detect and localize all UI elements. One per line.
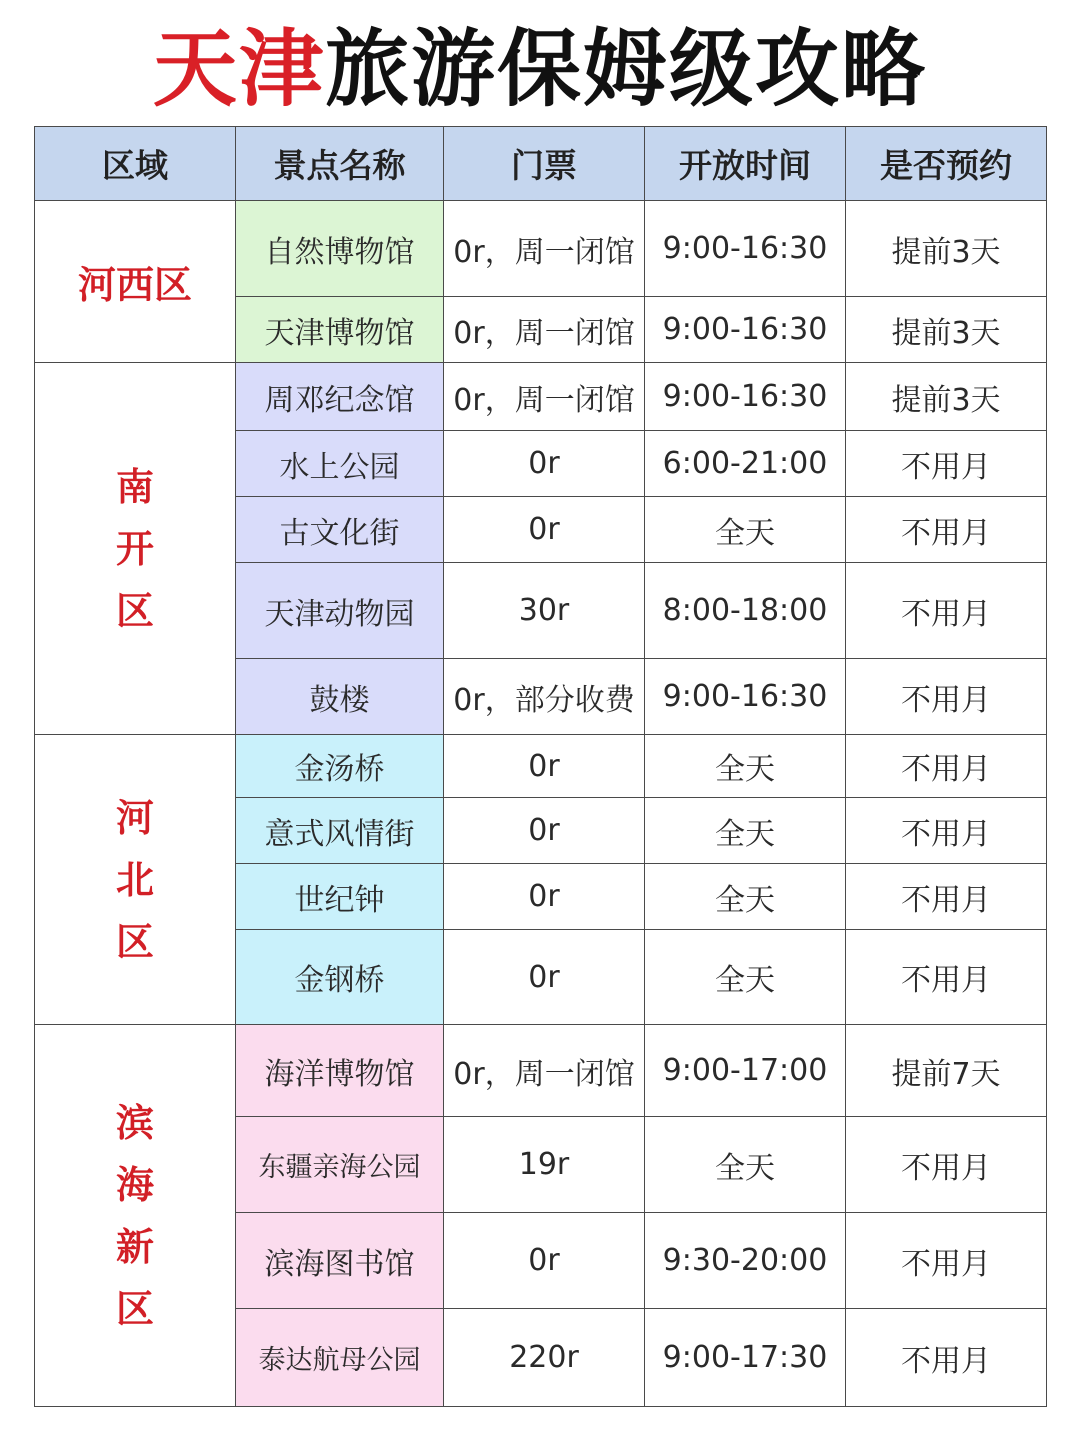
ticket-cell: 0r [444, 735, 645, 798]
booking-cell: 不用月 [846, 563, 1047, 659]
hours-cell: 9:00-16:30 [645, 297, 846, 363]
title-black-part: 旅游保姆级攻略 [325, 20, 928, 118]
booking-cell: 不用月 [846, 431, 1047, 497]
attraction-name: 意式风情街 [236, 798, 444, 864]
ticket-cell: 0r [444, 930, 645, 1025]
table-row [35, 735, 1047, 798]
header-attraction-name: 景点名称 [236, 127, 444, 201]
ticket-cell: 0r [444, 1213, 645, 1309]
attraction-name: 自然博物馆 [236, 201, 444, 297]
ticket-cell: 220r [444, 1309, 645, 1407]
ticket-cell: 0r [444, 798, 645, 864]
booking-cell: 提前3天 [846, 297, 1047, 363]
ticket-cell: 0r，周一闭馆 [444, 297, 645, 363]
hours-cell: 9:30-20:00 [645, 1213, 846, 1309]
hours-cell: 8:00-18:00 [645, 563, 846, 659]
table-header-row [35, 127, 1047, 201]
attractions-table [34, 126, 1047, 1407]
region-char: 新 [115, 1224, 154, 1269]
hours-cell: 全天 [645, 497, 846, 563]
attraction-name: 周邓纪念馆 [236, 363, 444, 431]
booking-cell: 不用月 [846, 735, 1047, 798]
region-char: 河 [115, 795, 154, 840]
ticket-cell: 0r，周一闭馆 [444, 363, 645, 431]
attraction-name: 天津博物馆 [236, 297, 444, 363]
page-title [0, 14, 1080, 124]
attraction-name: 泰达航母公园 [236, 1309, 444, 1407]
attraction-name: 世纪钟 [236, 864, 444, 930]
header-reservation: 是否预约 [846, 127, 1047, 201]
attraction-name: 滨海图书馆 [236, 1213, 444, 1309]
attraction-name: 鼓楼 [236, 659, 444, 735]
booking-cell: 提前7天 [846, 1025, 1047, 1117]
hours-cell: 全天 [645, 735, 846, 798]
hours-cell: 全天 [645, 864, 846, 930]
attraction-name: 东疆亲海公园 [236, 1117, 444, 1213]
header-opening-hours: 开放时间 [645, 127, 846, 201]
hours-cell: 9:00-17:00 [645, 1025, 846, 1117]
booking-cell: 不用月 [846, 798, 1047, 864]
header-ticket: 门票 [444, 127, 645, 201]
region-char: 南 [115, 464, 154, 509]
booking-cell: 不用月 [846, 497, 1047, 563]
hours-cell: 全天 [645, 798, 846, 864]
ticket-cell: 0r，周一闭馆 [444, 1025, 645, 1117]
attraction-name: 海洋博物馆 [236, 1025, 444, 1117]
booking-cell: 不用月 [846, 1309, 1047, 1407]
attraction-name: 古文化街 [236, 497, 444, 563]
region-char: 区 [115, 588, 154, 633]
hours-cell: 9:00-16:30 [645, 659, 846, 735]
attraction-name: 金钢桥 [236, 930, 444, 1025]
region-char: 滨 [115, 1100, 154, 1145]
ticket-cell: 0r [444, 497, 645, 563]
region-char: 区 [115, 919, 154, 964]
booking-cell: 不用月 [846, 659, 1047, 735]
hours-cell: 全天 [645, 930, 846, 1025]
hours-cell: 9:00-16:30 [645, 201, 846, 297]
attraction-name: 水上公园 [236, 431, 444, 497]
ticket-cell: 0r [444, 864, 645, 930]
booking-cell: 不用月 [846, 1213, 1047, 1309]
region-cell-nankai [35, 363, 236, 735]
region-char: 区 [115, 1286, 154, 1331]
region-char: 北 [115, 857, 154, 902]
hours-cell: 9:00-17:30 [645, 1309, 846, 1407]
booking-cell: 不用月 [846, 864, 1047, 930]
booking-cell: 不用月 [846, 930, 1047, 1025]
region-cell-hexi: 河西区 [35, 201, 236, 363]
title-red-part: 天津 [152, 20, 325, 118]
table-row [35, 201, 1047, 297]
attraction-name: 金汤桥 [236, 735, 444, 798]
region-char: 海 [115, 1162, 154, 1207]
ticket-cell: 0r，周一闭馆 [444, 201, 645, 297]
hours-cell: 6:00-21:00 [645, 431, 846, 497]
attraction-name: 天津动物园 [236, 563, 444, 659]
booking-cell: 提前3天 [846, 201, 1047, 297]
region-char: 开 [115, 526, 154, 571]
ticket-cell: 0r，部分收费 [444, 659, 645, 735]
hours-cell: 9:00-16:30 [645, 363, 846, 431]
ticket-cell: 0r [444, 431, 645, 497]
table-row [35, 1025, 1047, 1117]
region-cell-hebei [35, 735, 236, 1025]
header-region: 区域 [35, 127, 236, 201]
region-cell-binhai [35, 1025, 236, 1407]
booking-cell: 不用月 [846, 1117, 1047, 1213]
ticket-cell: 30r [444, 563, 645, 659]
table-row [35, 363, 1047, 431]
booking-cell: 提前3天 [846, 363, 1047, 431]
ticket-cell: 19r [444, 1117, 645, 1213]
hours-cell: 全天 [645, 1117, 846, 1213]
